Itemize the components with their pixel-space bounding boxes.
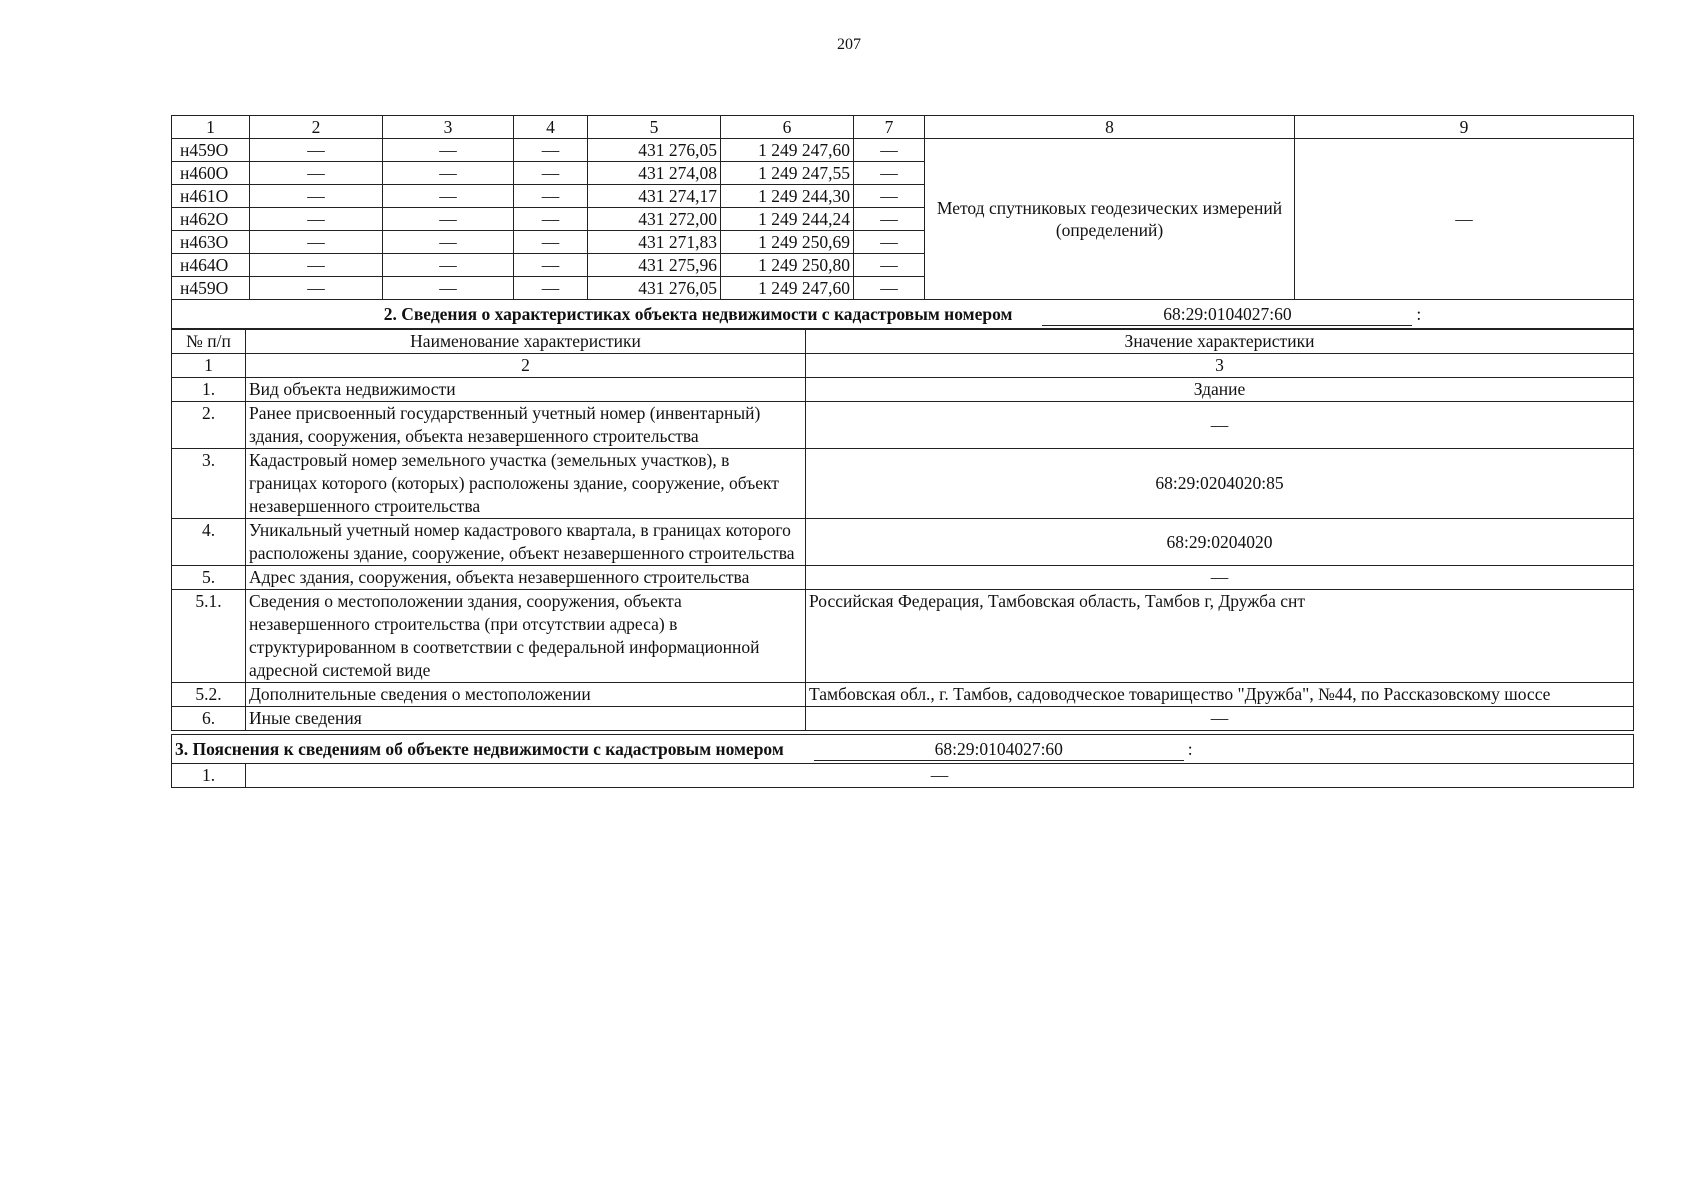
cell: —: [383, 231, 514, 254]
table-row: [172, 139, 1634, 162]
characteristic-name: Сведения о местоположении здания, сооружения, объекта незавершенного строительства (при отсутствии адреса) в структурированном в соответствии с федеральной информационной адресной системой виде: [246, 590, 806, 683]
cell: —: [383, 208, 514, 231]
coord-x: 431 274,17: [588, 185, 721, 208]
coord-y: 1 249 244,30: [721, 185, 854, 208]
cell: —: [514, 162, 588, 185]
table-row: [172, 590, 1634, 683]
column-number: 2: [246, 354, 806, 378]
header-num: № п/п: [172, 330, 246, 354]
row-index: 2.: [172, 402, 246, 449]
cell: —: [514, 231, 588, 254]
cell: —: [383, 185, 514, 208]
table-row: [172, 519, 1634, 566]
table-row: [172, 402, 1634, 449]
header-name: Наименование характеристики: [246, 330, 806, 354]
table-row: [172, 764, 1634, 788]
column-number: 8: [925, 116, 1295, 139]
coord-y: 1 249 244,24: [721, 208, 854, 231]
coord-y: 1 249 250,80: [721, 254, 854, 277]
cell: —: [854, 185, 925, 208]
cell: —: [383, 254, 514, 277]
section-2-title-row: [172, 300, 1634, 329]
characteristics-table: [171, 329, 1634, 731]
characteristic-name: Вид объекта недвижимости: [246, 378, 806, 402]
cell: —: [854, 277, 925, 300]
coord-x: 431 275,96: [588, 254, 721, 277]
cell: —: [383, 277, 514, 300]
point-name: н464О: [172, 254, 250, 277]
section-3-title: 3. Пояснения к сведениям об объекте недвижимости с кадастровым номером: [175, 739, 784, 759]
characteristic-name: Адрес здания, сооружения, объекта незавершенного строительства: [246, 566, 806, 590]
row-index: 4.: [172, 519, 246, 566]
cell: —: [250, 208, 383, 231]
characteristic-name: Дополнительные сведения о местоположении: [246, 683, 806, 707]
coord-y: 1 249 247,60: [721, 277, 854, 300]
column-number: 3: [806, 354, 1634, 378]
cell: —: [854, 162, 925, 185]
coordinates-table: [171, 115, 1634, 329]
column-number: 9: [1295, 116, 1634, 139]
point-name: н460О: [172, 162, 250, 185]
characteristic-value: —: [806, 707, 1634, 731]
cell: —: [250, 254, 383, 277]
row-index: 1.: [172, 764, 246, 788]
cell: —: [250, 231, 383, 254]
characteristic-value: 68:29:0204020: [806, 519, 1634, 566]
coordinates-header-row: [172, 116, 1634, 139]
cell: —: [854, 139, 925, 162]
column-number: 4: [514, 116, 588, 139]
characteristic-value: Здание: [806, 378, 1634, 402]
row-index: 6.: [172, 707, 246, 731]
point-name: н462О: [172, 208, 250, 231]
section-2-title: 2. Сведения о характеристиках объекта недвижимости с кадастровым номером: [383, 304, 1013, 324]
cell: —: [514, 277, 588, 300]
table-row: [172, 707, 1634, 731]
section-3-cadastral-number: 68:29:0104027:60: [814, 738, 1184, 761]
characteristic-name: Кадастровый номер земельного участка (земельных участков), в границах которого (которых) расположены здание, сооружение, объект незавершенного строительства: [246, 449, 806, 519]
cell: —: [514, 139, 588, 162]
column-number: 2: [250, 116, 383, 139]
characteristic-value: 68:29:0204020:85: [806, 449, 1634, 519]
row-index: 1.: [172, 378, 246, 402]
section-3-title-row: [172, 735, 1634, 764]
table-row: [172, 378, 1634, 402]
characteristic-value: —: [806, 566, 1634, 590]
coord-y: 1 249 250,69: [721, 231, 854, 254]
characteristics-header-row: [172, 330, 1634, 354]
table-row: [172, 566, 1634, 590]
cell: —: [854, 208, 925, 231]
cell: —: [250, 162, 383, 185]
table-row: [172, 449, 1634, 519]
point-name: н461О: [172, 185, 250, 208]
row-index: 5.1.: [172, 590, 246, 683]
column-numbers-row: [172, 354, 1634, 378]
column-number: 1: [172, 354, 246, 378]
page-number: 207: [837, 36, 861, 53]
coord-x: 431 272,00: [588, 208, 721, 231]
characteristic-value: —: [806, 402, 1634, 449]
column-9-value: —: [1295, 139, 1634, 300]
characteristic-name: Иные сведения: [246, 707, 806, 731]
characteristic-value: Тамбовская обл., г. Тамбов, садоводческое товарищество "Дружба", №44, по Рассказовскому шоссе: [806, 683, 1634, 707]
row-index: 5.: [172, 566, 246, 590]
table-row: [172, 683, 1634, 707]
cell: —: [514, 185, 588, 208]
column-number: 6: [721, 116, 854, 139]
cell: —: [250, 277, 383, 300]
cell: —: [383, 162, 514, 185]
document-body: [171, 115, 1633, 788]
explanations-table: [171, 734, 1634, 788]
section-2-colon: :: [1416, 304, 1422, 324]
column-number: 5: [588, 116, 721, 139]
cell: —: [854, 231, 925, 254]
cell: —: [514, 254, 588, 277]
cell: —: [514, 208, 588, 231]
section-2-cadastral-number: 68:29:0104027:60: [1042, 303, 1412, 326]
coord-x: 431 274,08: [588, 162, 721, 185]
explanation-value: —: [246, 764, 1634, 788]
coord-x: 431 276,05: [588, 139, 721, 162]
point-name: н459О: [172, 277, 250, 300]
method-cell: Метод спутниковых геодезических измерений (определений): [925, 139, 1295, 300]
point-name: н463О: [172, 231, 250, 254]
column-number: 7: [854, 116, 925, 139]
row-index: 5.2.: [172, 683, 246, 707]
row-index: 3.: [172, 449, 246, 519]
characteristic-name: Уникальный учетный номер кадастрового квартала, в границах которого расположены здание, сооружение, объект незавершенного строительства: [246, 519, 806, 566]
column-number: 3: [383, 116, 514, 139]
cell: —: [250, 139, 383, 162]
section-3-colon: :: [1187, 739, 1193, 759]
point-name: н459О: [172, 139, 250, 162]
coord-y: 1 249 247,60: [721, 139, 854, 162]
header-value: Значение характеристики: [806, 330, 1634, 354]
cell: —: [383, 139, 514, 162]
coord-y: 1 249 247,55: [721, 162, 854, 185]
cell: —: [250, 185, 383, 208]
coord-x: 431 271,83: [588, 231, 721, 254]
characteristic-value: Российская Федерация, Тамбовская область, Тамбов г, Дружба снт: [806, 590, 1634, 683]
characteristic-name: Ранее присвоенный государственный учетный номер (инвентарный) здания, сооружения, объекта незавершенного строительства: [246, 402, 806, 449]
column-number: 1: [172, 116, 250, 139]
coord-x: 431 276,05: [588, 277, 721, 300]
cell: —: [854, 254, 925, 277]
